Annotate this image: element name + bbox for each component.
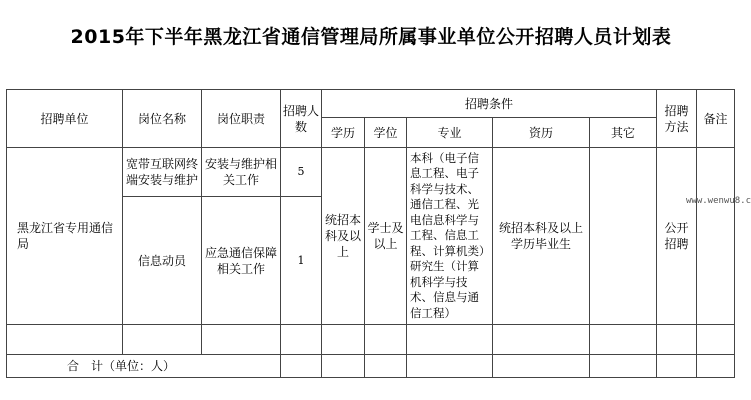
header-note: 备注 bbox=[697, 90, 735, 148]
header-count: 招聘人数 bbox=[281, 90, 322, 148]
table-row bbox=[7, 148, 735, 197]
header-duties: 岗位职责 bbox=[202, 90, 281, 148]
total-label: 合 计（单位：人） bbox=[7, 355, 281, 378]
position-name-cell: 信息动员 bbox=[123, 197, 202, 325]
education-cell: 统招本科及以上 bbox=[322, 148, 365, 325]
other-cell bbox=[590, 148, 657, 325]
degree-cell: 学士及以上 bbox=[365, 148, 407, 325]
unit-name-cell: 黑龙江省专用通信局 bbox=[7, 148, 123, 325]
header-qualification: 资历 bbox=[493, 118, 590, 148]
position-count-cell: 5 bbox=[281, 148, 322, 197]
major-cell: 本科（电子信息工程、电子科学与技术、通信工程、光电信息科学与工程、信息工程、计算机类）研究生（计算机科学与技术、信息与通信工程） bbox=[407, 148, 493, 325]
header-unit: 招聘单位 bbox=[7, 90, 123, 148]
header-method: 招聘方法 bbox=[657, 90, 697, 148]
header-conditions: 招聘条件 bbox=[322, 90, 657, 118]
qualification-cell: 统招本科及以上学历毕业生 bbox=[493, 148, 590, 325]
page-title: 2015年下半年黑龙江省通信管理局所属事业单位公开招聘人员计划表 bbox=[70, 26, 672, 48]
header-degree: 学位 bbox=[365, 118, 407, 148]
position-count-cell: 1 bbox=[281, 197, 322, 325]
position-duties-cell: 安装与维护相关工作 bbox=[202, 148, 281, 197]
header-position-name: 岗位名称 bbox=[123, 90, 202, 148]
position-duties-cell: 应急通信保障相关工作 bbox=[202, 197, 281, 325]
position-name-cell: 宽带互联网终端安装与维护 bbox=[123, 148, 202, 197]
empty-row bbox=[7, 325, 735, 355]
header-education: 学历 bbox=[322, 118, 365, 148]
header-other: 其它 bbox=[590, 118, 657, 148]
note-cell bbox=[697, 148, 735, 325]
header-major: 专业 bbox=[407, 118, 493, 148]
recruitment-plan-table bbox=[6, 89, 735, 378]
method-cell: 公开招聘 bbox=[657, 148, 697, 325]
total-row bbox=[7, 355, 735, 378]
watermark-text: www.wenwu8.c bbox=[686, 196, 751, 206]
